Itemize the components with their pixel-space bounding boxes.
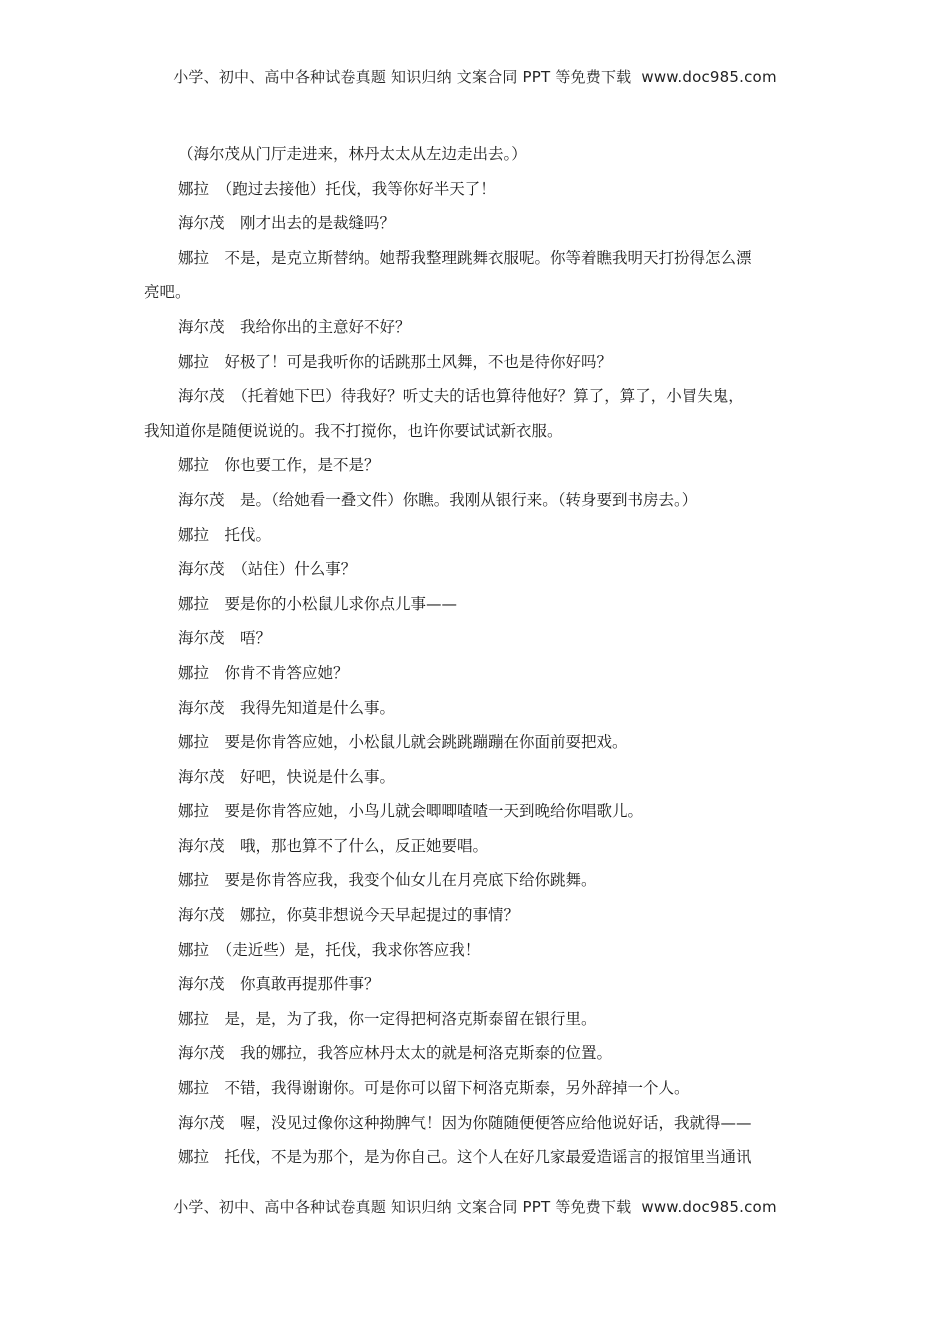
script-line: 海尔茂 好吧，快说是什么事。: [178, 767, 396, 786]
script-line: 娜拉 （跑过去接他）托伐，我等你好半天了！: [178, 179, 496, 198]
script-line: 海尔茂 是。（给她看一叠文件）你瞧。我刚从银行来。（转身要到书房去。）: [178, 490, 698, 509]
header-text: 小学、初中、高中各种试卷真题 知识归纳 文案合同 PPT 等免费下载: [173, 68, 632, 86]
script-line: 海尔茂 刚才出去的是裁缝吗？: [178, 214, 396, 233]
script-line: 娜拉 要是你肯答应我，我变个仙女儿在月亮底下给你跳舞。: [178, 871, 597, 890]
script-line: 海尔茂 娜拉，你莫非想说今天早起提过的事情？: [178, 906, 520, 925]
script-body: [144, 137, 804, 1175]
script-line: 娜拉 要是你的小松鼠儿求你点儿事——: [178, 594, 458, 613]
script-line: 海尔茂 我的娜拉，我答应林丹太太的就是柯洛克斯泰的位置。: [178, 1044, 613, 1063]
page-footer: [0, 1196, 950, 1217]
script-line: 亮吧。: [144, 283, 191, 302]
script-line: 娜拉 托伐，不是为那个，是为你自己。这个人在好几家最爱造谣言的报馆里当通讯: [178, 1148, 752, 1167]
script-line: 海尔茂 哦，那也算不了什么，反正她要唱。: [178, 836, 489, 855]
script-line: 海尔茂 我给你出的主意好不好？: [178, 317, 411, 336]
script-line: 海尔茂 我得先知道是什么事。: [178, 698, 396, 717]
footer-url: www.doc985.com: [641, 1198, 777, 1216]
footer-text: 小学、初中、高中各种试卷真题 知识归纳 文案合同 PPT 等免费下载: [173, 1198, 632, 1216]
script-line: 娜拉 托伐。: [178, 525, 272, 544]
script-line: 娜拉 （走近些）是，托伐，我求你答应我！: [178, 940, 481, 959]
script-line: 娜拉 要是你肯答应她，小鸟儿就会唧唧喳喳一天到晚给你唱歌儿。: [178, 802, 644, 821]
script-line: 海尔茂 唔？: [178, 629, 272, 648]
script-line: 我知道你是随便说说的。我不打搅你，也许你要试试新衣服。: [144, 421, 563, 440]
script-line: 娜拉 是，是，为了我，你一定得把柯洛克斯泰留在银行里。: [178, 1009, 597, 1028]
script-line: 娜拉 不是，是克立斯替纳。她帮我整理跳舞衣服呢。你等着瞧我明天打扮得怎么漂: [178, 248, 752, 267]
script-line: （海尔茂从门厅走进来，林丹太太从左边走出去。）: [178, 145, 527, 163]
script-line: 娜拉 好极了！可是我听你的话跳那土风舞，不也是待你好吗？: [178, 352, 613, 371]
page-header: [0, 66, 950, 87]
script-line: 娜拉 要是你肯答应她，小松鼠儿就会跳跳蹦蹦在你面前耍把戏。: [178, 733, 628, 752]
script-line: 海尔茂 （站住）什么事？: [178, 560, 357, 579]
script-line: 海尔茂 喔，没见过像你这种拗脾气！因为你随随便便答应给他说好话，我就得——: [178, 1113, 752, 1132]
script-line: 娜拉 不错，我得谢谢你。可是你可以留下柯洛克斯泰，另外辞掉一个人。: [178, 1079, 690, 1098]
script-line: 海尔茂 你真敢再提那件事？: [178, 975, 380, 994]
script-line: 娜拉 你肯不肯答应她？: [178, 663, 349, 682]
script-line: 娜拉 你也要工作，是不是？: [178, 456, 380, 475]
script-line: 海尔茂 （托着她下巴）待我好？听丈夫的话也算待他好？算了，算了，小冒失鬼，: [178, 387, 744, 406]
header-url: www.doc985.com: [641, 68, 777, 86]
